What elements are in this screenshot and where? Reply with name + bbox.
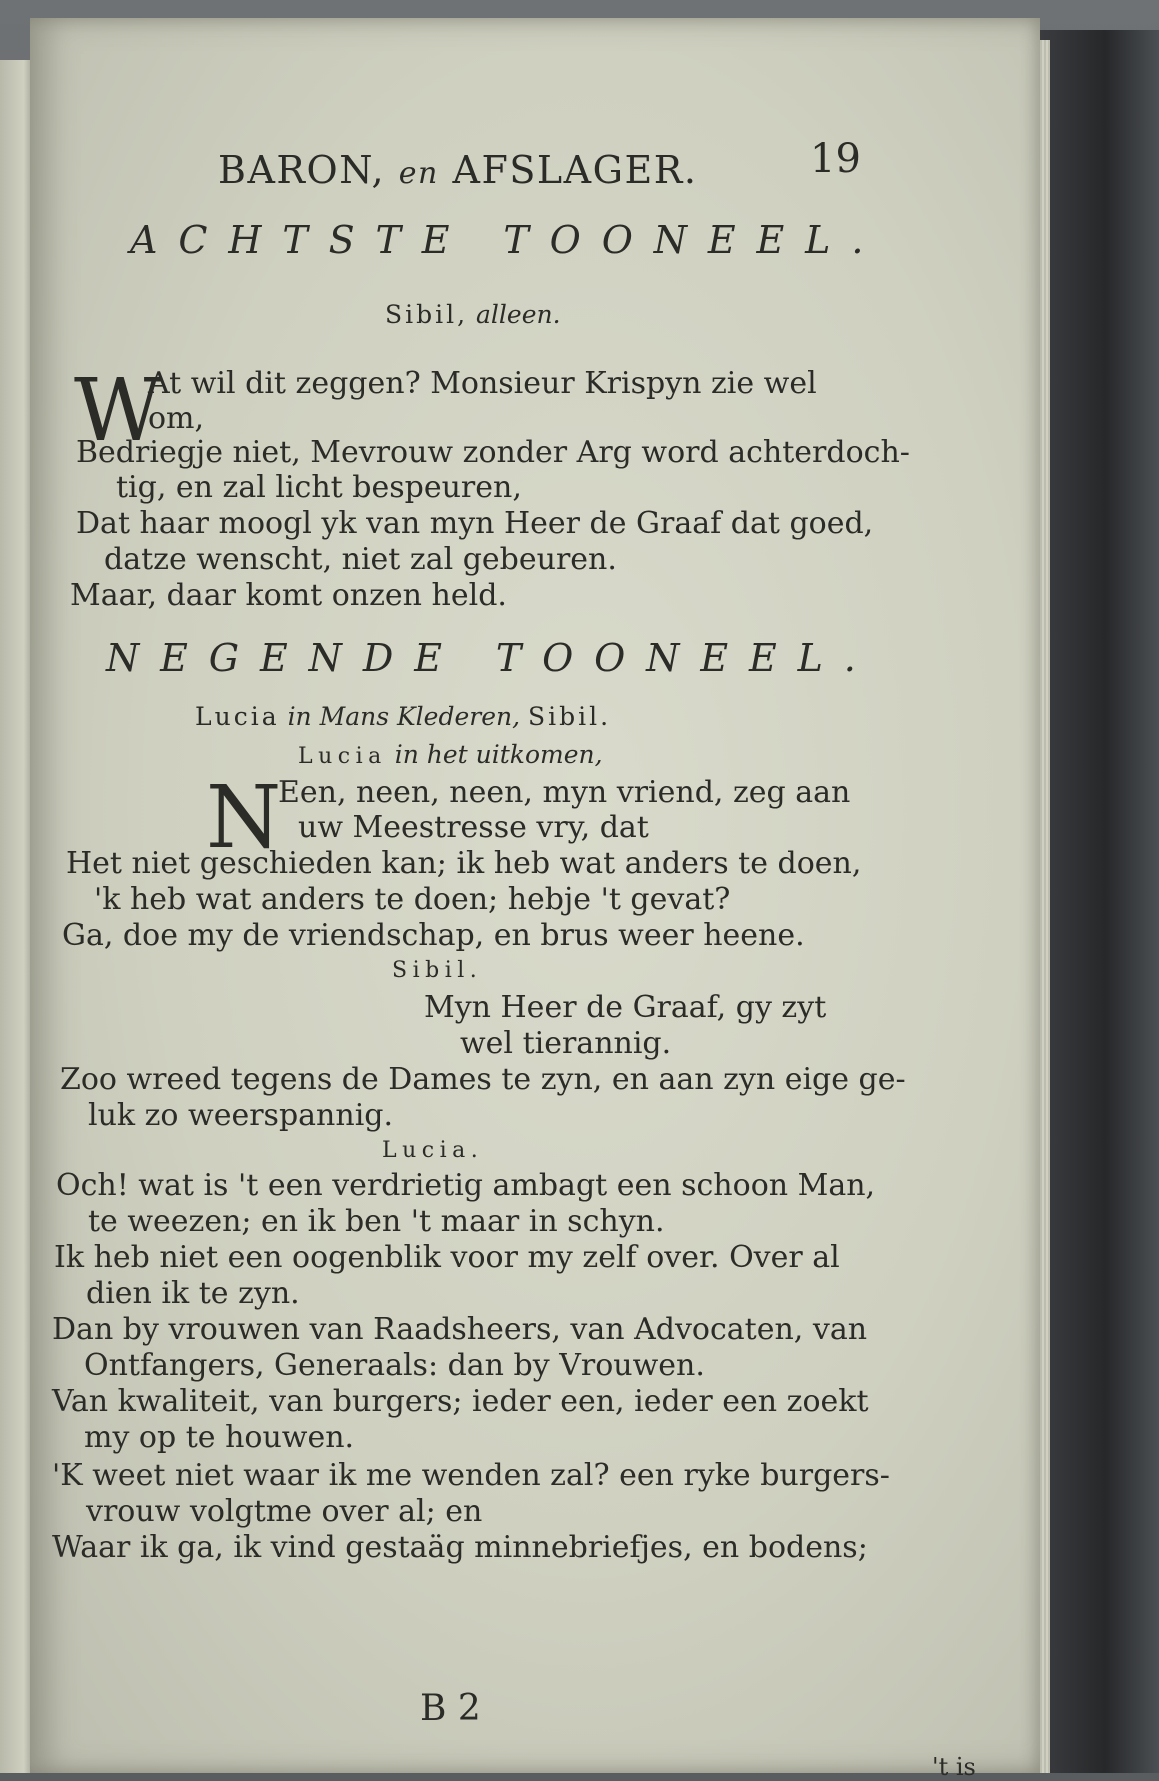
drop-cap-w: W <box>74 361 163 461</box>
verse-line: luk zo weerspannig. <box>88 1098 394 1133</box>
verse-line: Dan by vrouwen van Raadsheers, van Advocaten, van <box>52 1312 868 1347</box>
verse-line: Ik heb niet een oogenblik voor my zelf over. Over al <box>54 1240 840 1275</box>
speaker-name: Lucia <box>298 744 387 769</box>
signature-mark: B 2 <box>420 1688 481 1729</box>
verse-line: Het niet geschieden kan; ik heb wat anders te doen, <box>66 846 862 881</box>
verse-line: 'K weet niet waar ik me wenden zal? een ryke burgers- <box>52 1458 890 1493</box>
book-cover-edge <box>1040 30 1159 1773</box>
verse-line: te weezen; en ik ben 't maar in schyn. <box>88 1204 665 1239</box>
verse-line: vrouw volgtme over al; en <box>86 1494 483 1529</box>
page-number: 19 <box>810 136 861 182</box>
verse-line: Bedriegje niet, Mevrouw zonder Arg word achterdoch- <box>76 435 910 470</box>
cast-name: Sibil, <box>385 300 469 329</box>
speaker-name: Sibil. <box>392 958 483 983</box>
cast-list-9 <box>195 702 611 731</box>
speaker-name: Lucia. <box>382 1138 484 1163</box>
verse-line: tig, en zal licht bespeuren, <box>116 470 522 505</box>
verse-line: Dat haar moogl yk van myn Heer de Graaf dat goed, <box>76 506 874 541</box>
verse-line: Zoo wreed tegens de Dames te zyn, en aan zyn eige ge- <box>60 1062 906 1097</box>
verse-line: At wil dit zeggen? Monsieur Krispyn zie wel <box>148 366 817 401</box>
verse-line: om, <box>148 401 205 436</box>
verse-line: Waar ik ga, ik vind gestaäg minnebriefjes, en bodens; <box>52 1530 868 1565</box>
verse-line: 'k heb wat anders te doen; hebje 't gevat? <box>94 882 731 917</box>
verse-line: my op te houwen. <box>84 1420 355 1455</box>
verse-line: Van kwaliteit, van burgers; ieder een, ieder een zoekt <box>52 1384 869 1419</box>
catchword: 't is <box>932 1753 976 1781</box>
cast-name: Sibil. <box>528 702 612 731</box>
cast-note: in Mans Klederen, <box>287 702 521 731</box>
stage-direction: in het uitkomen, <box>394 740 603 769</box>
scene-title-8: ACHTSTE TOONEEL. <box>130 218 885 262</box>
verse-line: Ga, doe my de vriendschap, en brus weer heene. <box>62 918 805 953</box>
verse-line: wel tierannig. <box>460 1026 672 1061</box>
running-head-en: en <box>398 156 439 191</box>
cast-list-8 <box>385 300 561 329</box>
verse-line: datze wenscht, niet zal gebeuren. <box>104 542 617 577</box>
running-head <box>218 148 697 192</box>
running-head-start: BARON, <box>218 148 386 192</box>
verse-line: Ontfangers, Generaals: dan by Vrouwen. <box>84 1348 705 1383</box>
verse-line: Maar, daar komt onzen held. <box>70 578 507 613</box>
cast-note: alleen. <box>476 300 561 329</box>
verse-line: Myn Heer de Graaf, gy zyt <box>424 990 827 1025</box>
verse-line: dien ik te zyn. <box>86 1276 300 1311</box>
scene-title-9: NEGENDE TOONEEL. <box>106 636 877 680</box>
running-head-end: AFSLAGER. <box>452 148 698 192</box>
speaker-heading <box>298 740 603 769</box>
cast-name: Lucia <box>195 702 280 731</box>
verse-line: Och! wat is 't een verdrietig ambagt een schoon Man, <box>56 1168 876 1203</box>
drop-cap-n: N <box>206 768 282 868</box>
book-page <box>30 18 1040 1781</box>
verse-line: Een, neen, neen, myn vriend, zeg aan <box>278 775 851 810</box>
verse-line: uw Meestresse vry, dat <box>298 810 649 845</box>
